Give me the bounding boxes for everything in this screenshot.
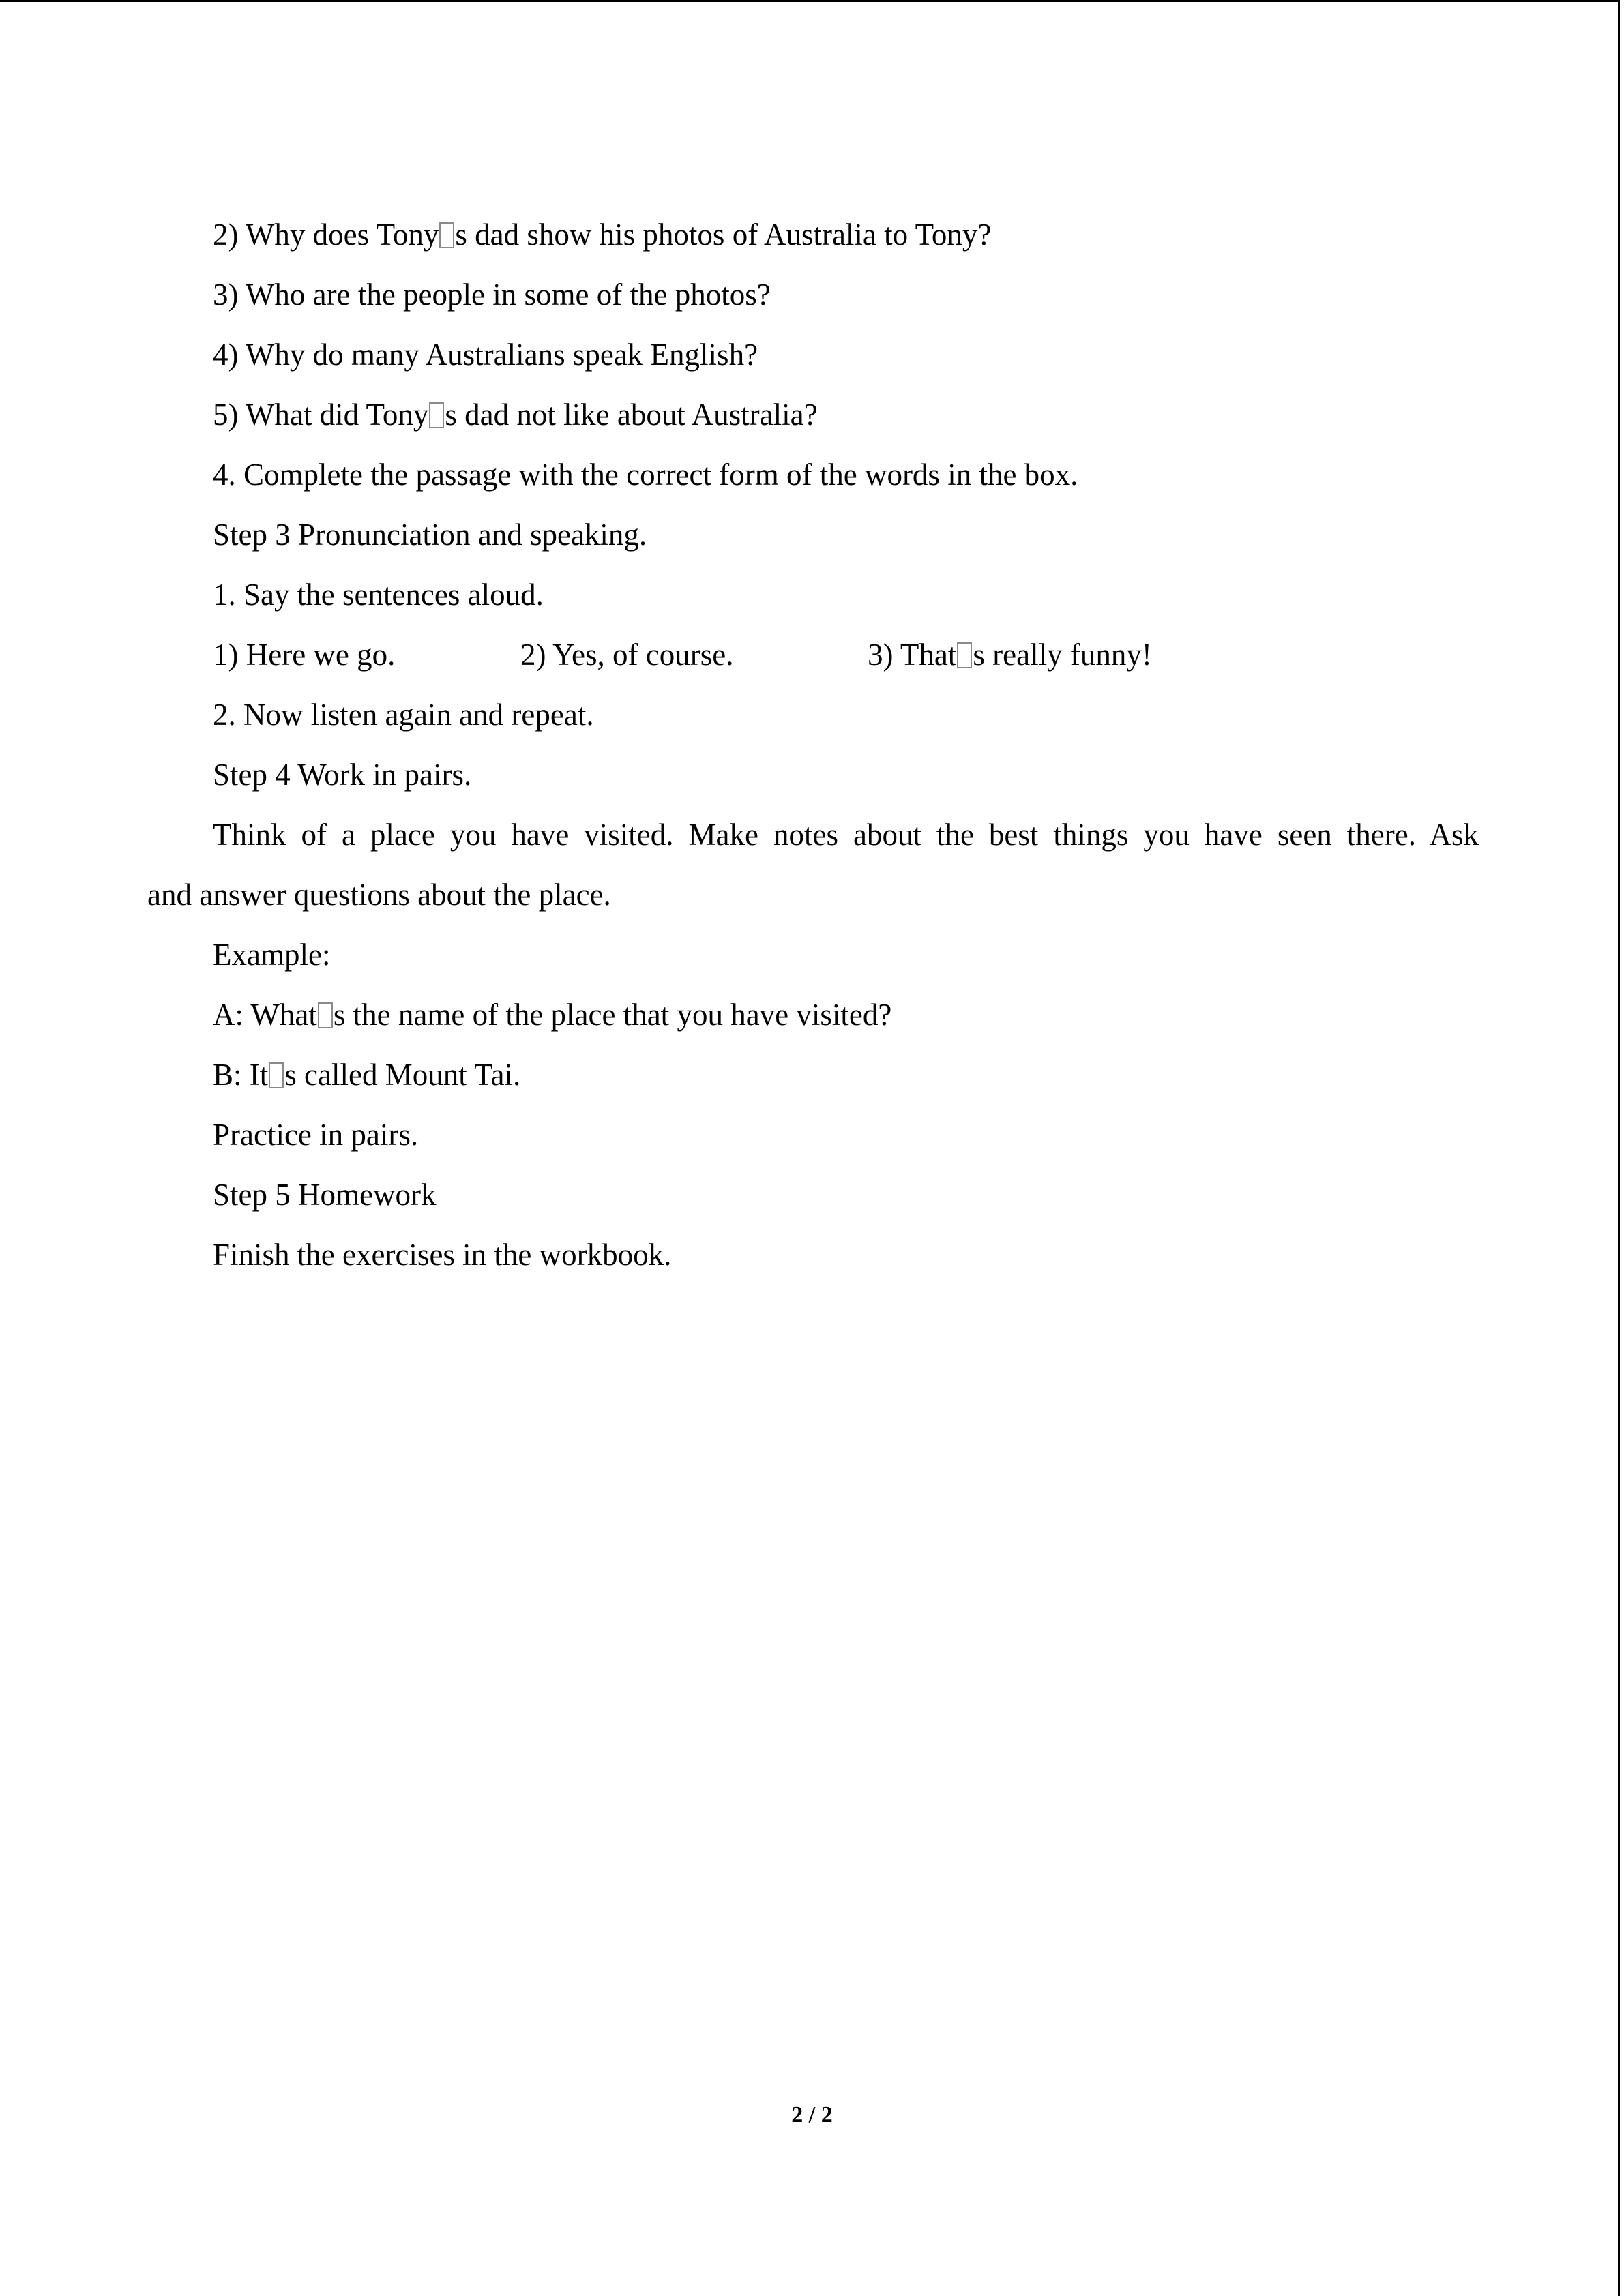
task-4-instruction xyxy=(147,445,1479,505)
homework-text: Finish the exercises in the workbook. xyxy=(213,1238,672,1272)
question-3-text: 3) Who are the people in some of the photos? xyxy=(213,278,771,312)
step-4-text: Step 4 Work in pairs. xyxy=(213,758,472,792)
question-5-text-a: 5) What did Tony xyxy=(213,398,429,432)
question-5-text-b: s dad not like about Australia? xyxy=(445,398,818,432)
sentence-1: 1) Here we go. xyxy=(213,638,396,672)
say-aloud-instruction xyxy=(147,565,1479,625)
question-5 xyxy=(147,385,1479,445)
missing-glyph-box xyxy=(439,222,454,248)
practice-instruction xyxy=(147,1105,1479,1165)
example-b-text-b: s called Mount Tai. xyxy=(284,1058,521,1092)
example-b-text-a: B: It xyxy=(213,1058,269,1092)
example-label-text: Example: xyxy=(213,938,331,972)
sentence-3-text-a: 3) That xyxy=(868,638,957,672)
step-3-text: Step 3 Pronunciation and speaking. xyxy=(213,518,647,552)
missing-glyph-box xyxy=(429,402,444,428)
homework-instruction xyxy=(147,1225,1479,1285)
example-label xyxy=(147,925,1479,985)
listen-repeat-text: 2. Now listen again and repeat. xyxy=(213,698,594,732)
missing-glyph-box xyxy=(957,642,972,668)
practice-text: Practice in pairs. xyxy=(213,1118,419,1152)
listen-repeat-instruction xyxy=(147,685,1479,745)
step-3-heading xyxy=(147,505,1479,565)
pairs-instruction-text-2: and answer questions about the place. xyxy=(147,878,611,912)
example-a-text-b: s the name of the place that you have visited? xyxy=(333,998,892,1032)
sentence-row xyxy=(147,625,1479,685)
sentence-3 xyxy=(868,625,1152,685)
missing-glyph-box xyxy=(318,1002,333,1028)
question-2-text-b: s dad show his photos of Australia to Tony? xyxy=(455,218,992,252)
missing-glyph-box xyxy=(269,1062,284,1088)
question-4 xyxy=(147,325,1479,385)
question-4-text: 4) Why do many Australians speak English? xyxy=(213,338,758,372)
sentence-3-text-b: s really funny! xyxy=(973,638,1152,672)
question-2 xyxy=(147,205,1479,265)
pairs-instruction-text-1: Think of a place you have visited. Make notes about the best things you have seen there. Ask xyxy=(213,818,1479,852)
document-body xyxy=(147,205,1479,1285)
pairs-instruction-line-2 xyxy=(147,865,1479,925)
question-3 xyxy=(147,265,1479,325)
task-4-text: 4. Complete the passage with the correct form of the words in the box. xyxy=(213,458,1078,492)
sentence-2: 2) Yes, of course. xyxy=(520,638,734,672)
say-aloud-text: 1. Say the sentences aloud. xyxy=(213,578,544,612)
step-5-text: Step 5 Homework xyxy=(213,1178,437,1212)
step-5-heading xyxy=(147,1165,1479,1225)
step-4-heading xyxy=(147,745,1479,805)
example-line-a xyxy=(147,985,1479,1045)
example-line-b xyxy=(147,1045,1479,1105)
page-number: 2 / 2 xyxy=(791,2102,833,2128)
pairs-instruction-line-1 xyxy=(147,805,1479,865)
example-a-text-a: A: What xyxy=(213,998,317,1032)
question-2-text-a: 2) Why does Tony xyxy=(213,218,439,252)
